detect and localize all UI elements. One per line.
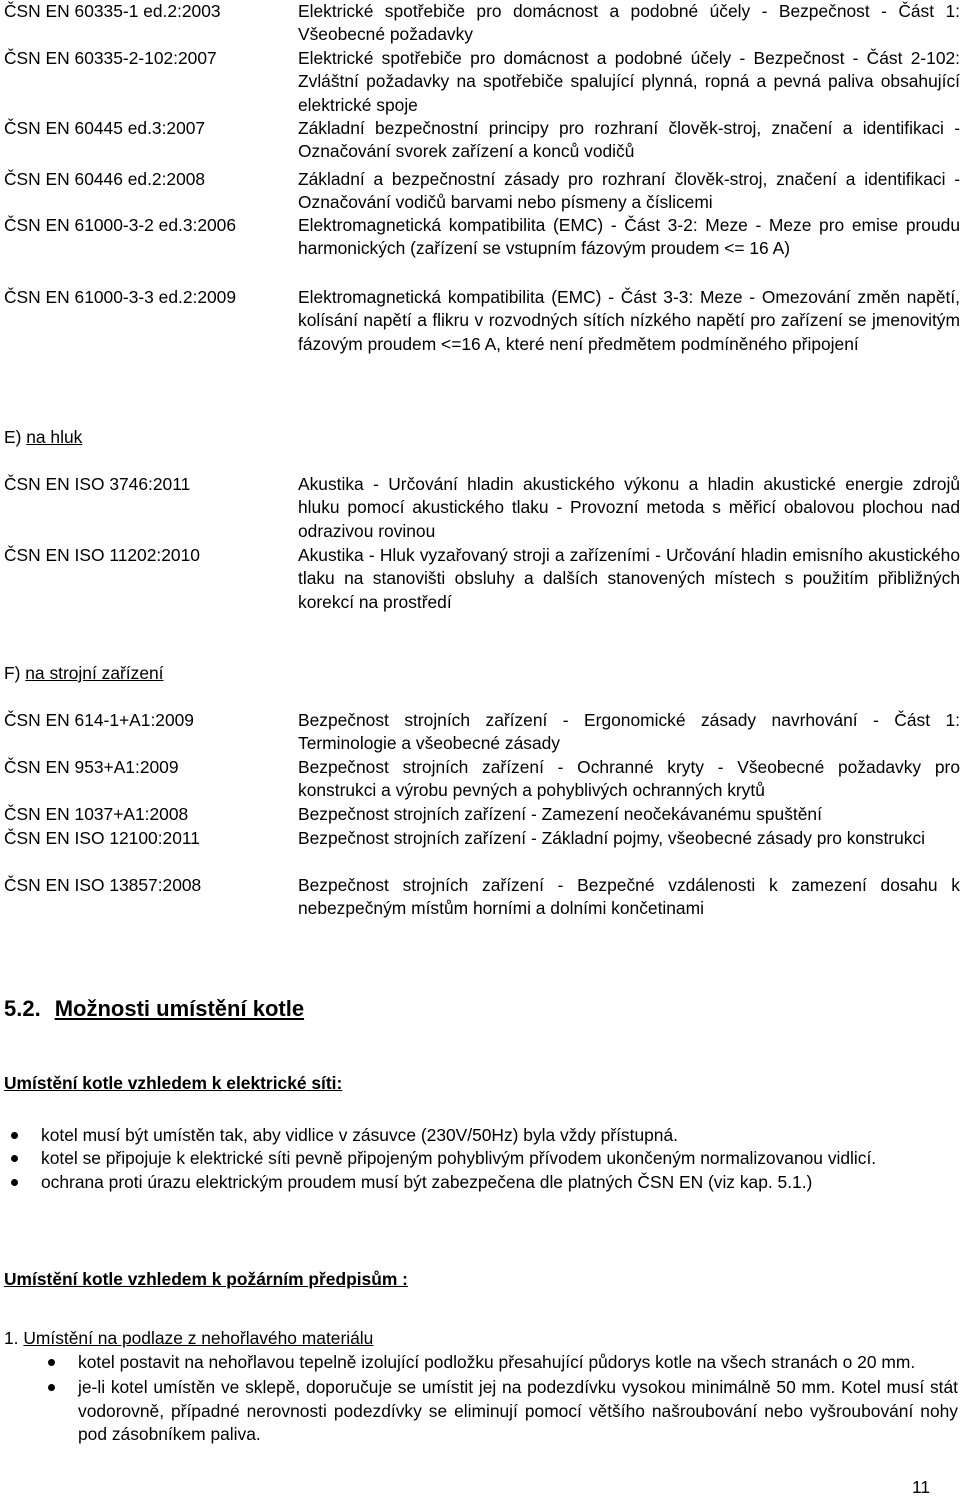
bullet-icon (11, 1132, 18, 1139)
list-item-text: ochrana proti úrazu elektrickým proudem musí být zabezpečena dle platných ČSN EN (viz kap. 5.1.) (41, 1171, 813, 1192)
table-row (4, 874, 960, 921)
table-row (4, 544, 960, 614)
table-row (4, 709, 960, 756)
standard-description: Elektrické spotřebiče pro domácnost a podobné účely - Bezpečnost - Část 2-102: Zvláštní požadavky na spotřebiče spalující plynná, ropná a pevná paliva obsahující elektrické spoje (298, 48, 960, 115)
standard-description: Základní a bezpečnostní zásady pro rozhraní člověk-stroj, značení a identifikaci - Označování vodičů barvami nebo písmeny a číslicemi (298, 169, 960, 213)
bullet-list-electrical (41, 1124, 958, 1194)
table-row (4, 0, 960, 47)
standard-code: ČSN EN 60445 ed.3:2007 (4, 118, 206, 138)
numbered-subheading (4, 1327, 373, 1350)
standards-table-noise (4, 473, 960, 614)
standard-description: Bezpečnost strojních zařízení - Ergonomické zásady navrhování - Část 1: Terminologie a všeobecné zásady (298, 710, 960, 754)
chapter-number: 5.2. (4, 996, 41, 1021)
standard-description: Bezpečnost strojních zařízení - Bezpečné vzdálenosti k zamezení dosahu k nebezpečným místům horními a dolními končetinami (298, 875, 960, 919)
standard-description: Elektromagnetická kompatibilita (EMC) - Část 3-2: Meze - Meze pro emise proudu harmonických (zařízení se vstupním fázovým proudem <= 16 A) (298, 215, 960, 259)
bullet-icon (11, 1155, 18, 1162)
chapter-title: Možnosti umístění kotle (54, 996, 305, 1021)
table-row (4, 286, 960, 380)
standard-code: ČSN EN ISO 12100:2011 (4, 828, 200, 848)
standard-description: Elektromagnetická kompatibilita (EMC) - Část 3-3: Meze - Omezování změn napětí, kolísání napětí a flikru v rozvodných sítích nízkého napětí pro zařízení se jmenovitým fázovým proudem <=16 A, které není předmětem podmíněného připojení (298, 287, 960, 354)
section-heading-machinery (4, 662, 164, 685)
table-row (4, 168, 960, 214)
standard-description: Bezpečnost strojních zařízení - Základní pojmy, všeobecné zásady pro konstrukci (298, 828, 926, 848)
standard-description: Elektrické spotřebiče pro domácnost a podobné účely - Bezpečnost - Část 1: Všeobecné požadavky (298, 1, 960, 45)
list-item-text: kotel postavit na nehořlavou tepelně izolující podložku přesahující půdorys kotle na všech stranách o 20 mm. (78, 1352, 916, 1372)
table-row (4, 47, 960, 117)
subheading-electrical: Umístění kotle vzhledem k elektrické síti: (4, 1073, 343, 1093)
bullet-list-fire (78, 1351, 958, 1447)
list-item (41, 1147, 958, 1170)
subheading-title: Umístění na podlaze z nehořlavého materiálu (23, 1328, 374, 1348)
table-row (4, 117, 960, 168)
standard-description: Bezpečnost strojních zařízení - Ochranné kryty - Všeobecné požadavky pro konstrukci a výrobu pevných a pohyblivých ochranných krytů (298, 757, 960, 801)
table-row (4, 473, 960, 544)
bullet-icon (48, 1384, 55, 1391)
standard-code: ČSN EN ISO 11202:2010 (4, 545, 200, 565)
standard-code: ČSN EN ISO 13857:2008 (4, 875, 202, 895)
table-row (4, 827, 960, 874)
standard-code: ČSN EN 61000-3-3 ed.2:2009 (4, 287, 237, 307)
bullet-icon (11, 1179, 18, 1186)
subheading-fire: Umístění kotle vzhledem k požárním předpisům : (4, 1269, 408, 1289)
page-number: 11 (911, 1477, 930, 1497)
list-item (41, 1124, 958, 1147)
standard-code: ČSN EN 60335-1 ed.2:2003 (4, 1, 221, 21)
section-prefix: F) (4, 663, 21, 683)
list-item-text: kotel musí být umístěn tak, aby vidlice v zásuvce (230V/50Hz) byla vždy přístupná. (41, 1125, 678, 1145)
standard-code: ČSN EN ISO 3746:2011 (4, 474, 191, 494)
standard-description: Bezpečnost strojních zařízení - Zamezení neočekávanému spuštění (298, 804, 822, 824)
standard-description: Základní bezpečnostní principy pro rozhraní člověk-stroj, značení a identifikaci - Označování svorek zařízení a konců vodičů (298, 118, 960, 162)
section-heading-noise (4, 426, 82, 449)
standard-description: Akustika - Určování hladin akustického výkonu a hladin akustické energie zdrojů hluku pomocí akustického tlaku - Provozní metoda s měřicí obalovou plochou nad odrazivou rovinou (298, 474, 960, 541)
section-title: na hluk (26, 427, 83, 447)
table-row (4, 756, 960, 803)
standards-table-electrical (4, 0, 960, 380)
standard-code: ČSN EN 1037+A1:2008 (4, 804, 189, 824)
list-item-text: kotel se připojuje k elektrické síti pevně připojeným pohyblivým přívodem ukončeným normalizovanou vidlicí. (41, 1148, 877, 1169)
standard-code: ČSN EN 61000-3-2 ed.3:2006 (4, 215, 237, 235)
standard-code: ČSN EN 60335-2-102:2007 (4, 48, 217, 68)
list-item (41, 1171, 958, 1194)
table-row (4, 803, 960, 827)
standards-table-machinery (4, 709, 960, 921)
table-row (4, 214, 960, 286)
standard-code: ČSN EN 614-1+A1:2009 (4, 710, 194, 730)
list-item (78, 1351, 958, 1374)
standard-code: ČSN EN 953+A1:2009 (4, 757, 179, 777)
standard-description: Akustika - Hluk vyzařovaný stroji a zařízeními - Určování hladin emisního akustického tlaku na stanovišti obsluhy a dalších stanovených místech s použitím přibližných korekcí na prostředí (298, 545, 960, 612)
section-prefix: E) (4, 427, 22, 447)
list-item (78, 1376, 958, 1446)
bullet-icon (48, 1359, 55, 1366)
standard-code: ČSN EN 60446 ed.2:2008 (4, 169, 206, 189)
chapter-heading (4, 996, 304, 1022)
list-item-text: je-li kotel umístěn ve sklepě, doporučuje se umístit jej na podezdívku vysokou minimálně 50 mm. Kotel musí stát vodorovně, případné nerovnosti podezdívky se eliminují pomocí většího našroubování nebo vyšroubování nohy pod zásobníkem paliva. (78, 1377, 958, 1445)
section-title: na strojní zařízení (25, 663, 164, 683)
subheading-number: 1. (4, 1328, 19, 1348)
